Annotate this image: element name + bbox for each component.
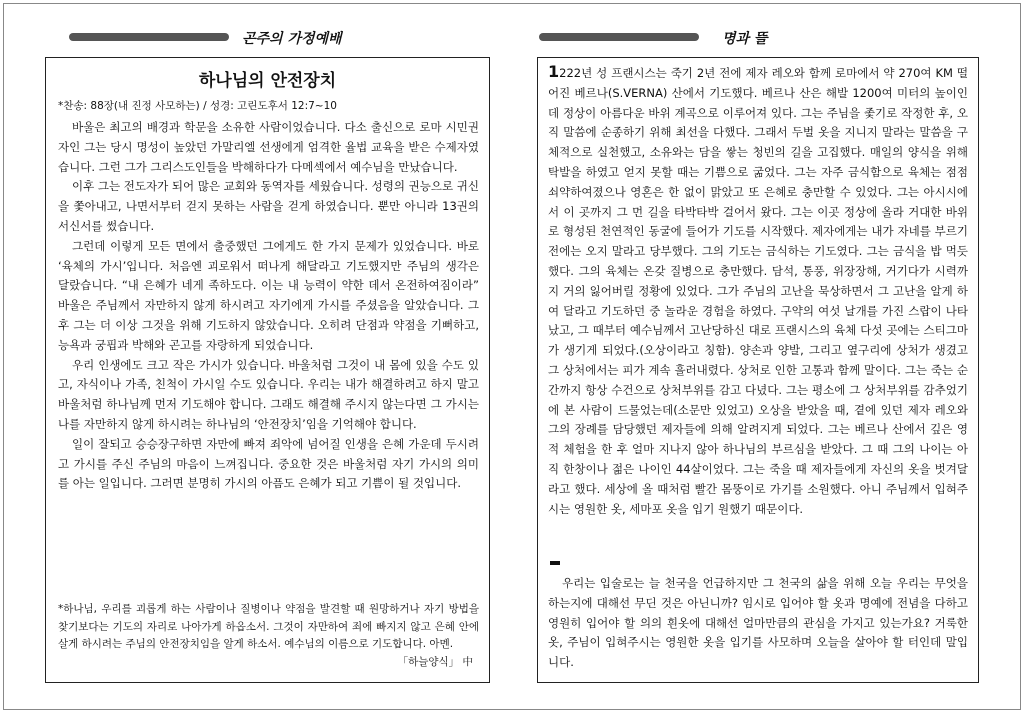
header-bar-right (539, 33, 699, 41)
devotion-paragraph: 일이 잘되고 승승장구하면 자만에 빠져 죄악에 넘어질 인생을 은혜 가운데 두시려고 가시를 주신 주님의 마음이 느껴집니다. 중요한 것은 바울처럼 자기 가시의 의미를 아는 일입니다. 그러면 분명히 가시의 아픔도 은혜가 되고 기쁨이 될 것입니다. (58, 436, 479, 491)
devotion-paragraph: 바울은 최고의 배경과 학문을 소유한 사람이었습니다. 다소 출신으로 로마 시민권자인 그는 당시 명성이 높았던 가말리엘 선생에게 엄격한 율법 교육을 받은 수제자였습니다. 그런 그가 그리스도인들을 박해하다가 다메섹에서 예수님을 만났습니다. (58, 120, 479, 174)
section-divider-mark (550, 561, 560, 565)
hymn-scripture-line: *찬송: 88장(내 진정 사모하는) / 성경: 고린도후서 12:7~10 (58, 100, 337, 112)
drop-cap: 1 (548, 62, 560, 81)
essay-paragraph-1-text: 222년 성 프랜시스는 죽기 2년 전에 제자 레오와 함께 로마에서 약 270여 KM 떨어진 베르나(S.VERNA) 산에서 기도했다. 베르나 산은 해발 1200여 미터의 높이인데 정상이 아름다운 바위 계곡으로 이루어져 있다. 그는 주님을 좇기로 작정한 후, 오직 말씀에 순종하기 위해 최선을 다했다. 그래서 두벌 옷을 지니지 말라는 말씀을 구체적으로 실천했고, 소유와는 담을 쌓는 청빈의 길을 고집했다. 매일의 양식을 위해 탁발을 하였고 얻지 못할 때는 기쁨으로 굶었다. 그는 자주 금식함으로 육체는 점점 쇠약하여졌으나 영혼은 한 없이 맑았고 또 은혜로 충만할 수 있었다. 그는 아시시에서 이 곳까지 그 먼 길을 타박타박 걸어서 왔다. 그는 이곳 정상에 올라 거대한 바위로 형성된 천연적인 동굴에 들어가 기도를 시작했다. 제자에게는 내가 자네를 부르기 전에는 오지 말라고 당부했다. 그의 기도는 금식하는 기도였다. 그는 금식을 밥 먹듯했다. 그의 육체는 온갖 질병으로 충만했다. 담석, 통풍, 위장장해, 거기다가 시력까지 거의 잃어버릴 정황에 있었다. 그가 주님의 고난을 묵상하면서 그 고난을 알게 하여 달라고 기도하던 중 놀라운 경험을 하였다. 구약의 여섯 날개를 가진 스랍이 나타났고, 그 때부터 예수님께서 고난당하신 대로 프랜시스의 육체 다섯 곳에는 스티그마가 생기게 되었다.(오상이라고 칭함). 양손과 양발, 그리고 옆구리에 상처가 생겼고 그 상처에서는 피가 계속 흘러내렸다. 상처로 인한 고통과 함께 말이다. 그는 죽는 순간까지 항상 수건으로 상처부위를 감고 다녔다. 그는 평소에 그 상처부위를 감추었기에 본 사람이 드물었는데(소문만 있었고) 오상을 받았을 때, 곁에 있던 제자 레오와 그의 장례를 담당했던 제자들에 의해 알려지게 되었다. 그는 베르나 산에서 깊은 영적 체험을 한 후 얼마 지나지 않아 하나님의 부르심을 받았다. 그 때 그의 나이는 아직 한창이나 젊은 나이인 44살이었다. 그는 죽을 때 제자들에게 자신의 옷을 벗겨달라고 했다. 세상에 올 때처럼 빨간 몸뚱이로 가기를 소원했다. 아니 주님께서 입혀주시는 영원한 옷, 세마포 옷을 입기 원했기 때문이다. (548, 66, 968, 516)
source-citation: 「하늘양식」 中 (397, 655, 473, 668)
prayer-body: *하나님, 우리를 괴롭게 하는 사람이나 질병이나 약점을 발견할 때 원망하거나 자기 방법을 찾기보다는 기도의 자리로 나아가게 하옵소서. 그것이 자만하여 죄에 빠지지 않고 은혜 안에 살게 하시려는 주님의 안전장치임을 알게 하소서. 예수님의 이름으로 기도합니다. 아멘. (58, 603, 479, 650)
header-bar-left (69, 33, 229, 41)
essay-paragraph-1 (548, 62, 968, 519)
devotion-paragraph: 우리 인생에도 크고 작은 가시가 있습니다. 바울처럼 그것이 내 몸에 있을 수도 있고, 자식이나 가족, 친척이 가시일 수도 있습니다. 우리는 내가 해결하려고 하지 말고 바울처럼 하나님께 먼저 기도해야 합니다. 그래도 해결해 주시지 않는다면 그 가시는 나를 자만하지 않게 하시려는 하나님의 ‘안전장치’임을 기억해야 합니다. (58, 357, 479, 431)
header-title-left: 곤주의 가정예배 (242, 31, 342, 47)
prayer-text (58, 601, 479, 671)
essay-body-2 (548, 574, 968, 673)
essay-body (548, 62, 968, 519)
essay-panel (537, 57, 979, 683)
devotion-paragraph: 이후 그는 전도자가 되어 많은 교회와 동역자를 세웠습니다. 성령의 권능으로 귀신을 쫓아내고, 나면서부터 걷지 못하는 사람을 걷게 하였습니다. 뿐만 아니라 13권의 서신서를 썼습니다. (58, 179, 479, 233)
devotion-paragraph: 그런데 이렇게 모든 면에서 출중했던 그에게도 한 가지 문제가 있었습니다. 바로 ‘육체의 가시’입니다. 처음엔 괴로워서 떠나게 해달라고 기도했지만 주님의 생각은 달랐습니다. “내 은혜가 네게 족하도다. 이는 내 능력이 약한 데서 온전하여짐이라” 바울은 주님께서 자만하지 않게 하시려고 자기에게 가시를 주셨음을 알았습니다. 그 후 그는 더 이상 그것을 위해 기도하지 않았습니다. 오히려 단점과 약점을 기뻐하고, 능욕과 궁핍과 박해와 곤고를 자랑하게 되었습니다. (58, 238, 479, 352)
devotion-panel (45, 57, 490, 683)
devotion-title: 하나님의 안전장치 (198, 71, 337, 91)
header-title-right: 명과 뜰 (722, 31, 768, 47)
essay-paragraph-2: 우리는 입술로는 늘 천국을 언급하지만 그 천국의 삶을 위해 오늘 우리는 무엇을 하는지에 대해선 무딘 것은 아닌니까? 임시로 입어야 할 옷과 명예에 전념을 다하고 영원히 입어야 할 의의 흰옷에 대해선 얼마만큼의 관심을 가지고 있는가요? 거룩한 옷, 주님이 입혀주시는 영원한 옷을 입기를 사모하며 오늘을 살아야 할 터인데 말입니다. (548, 576, 968, 670)
devotion-body (58, 118, 479, 494)
